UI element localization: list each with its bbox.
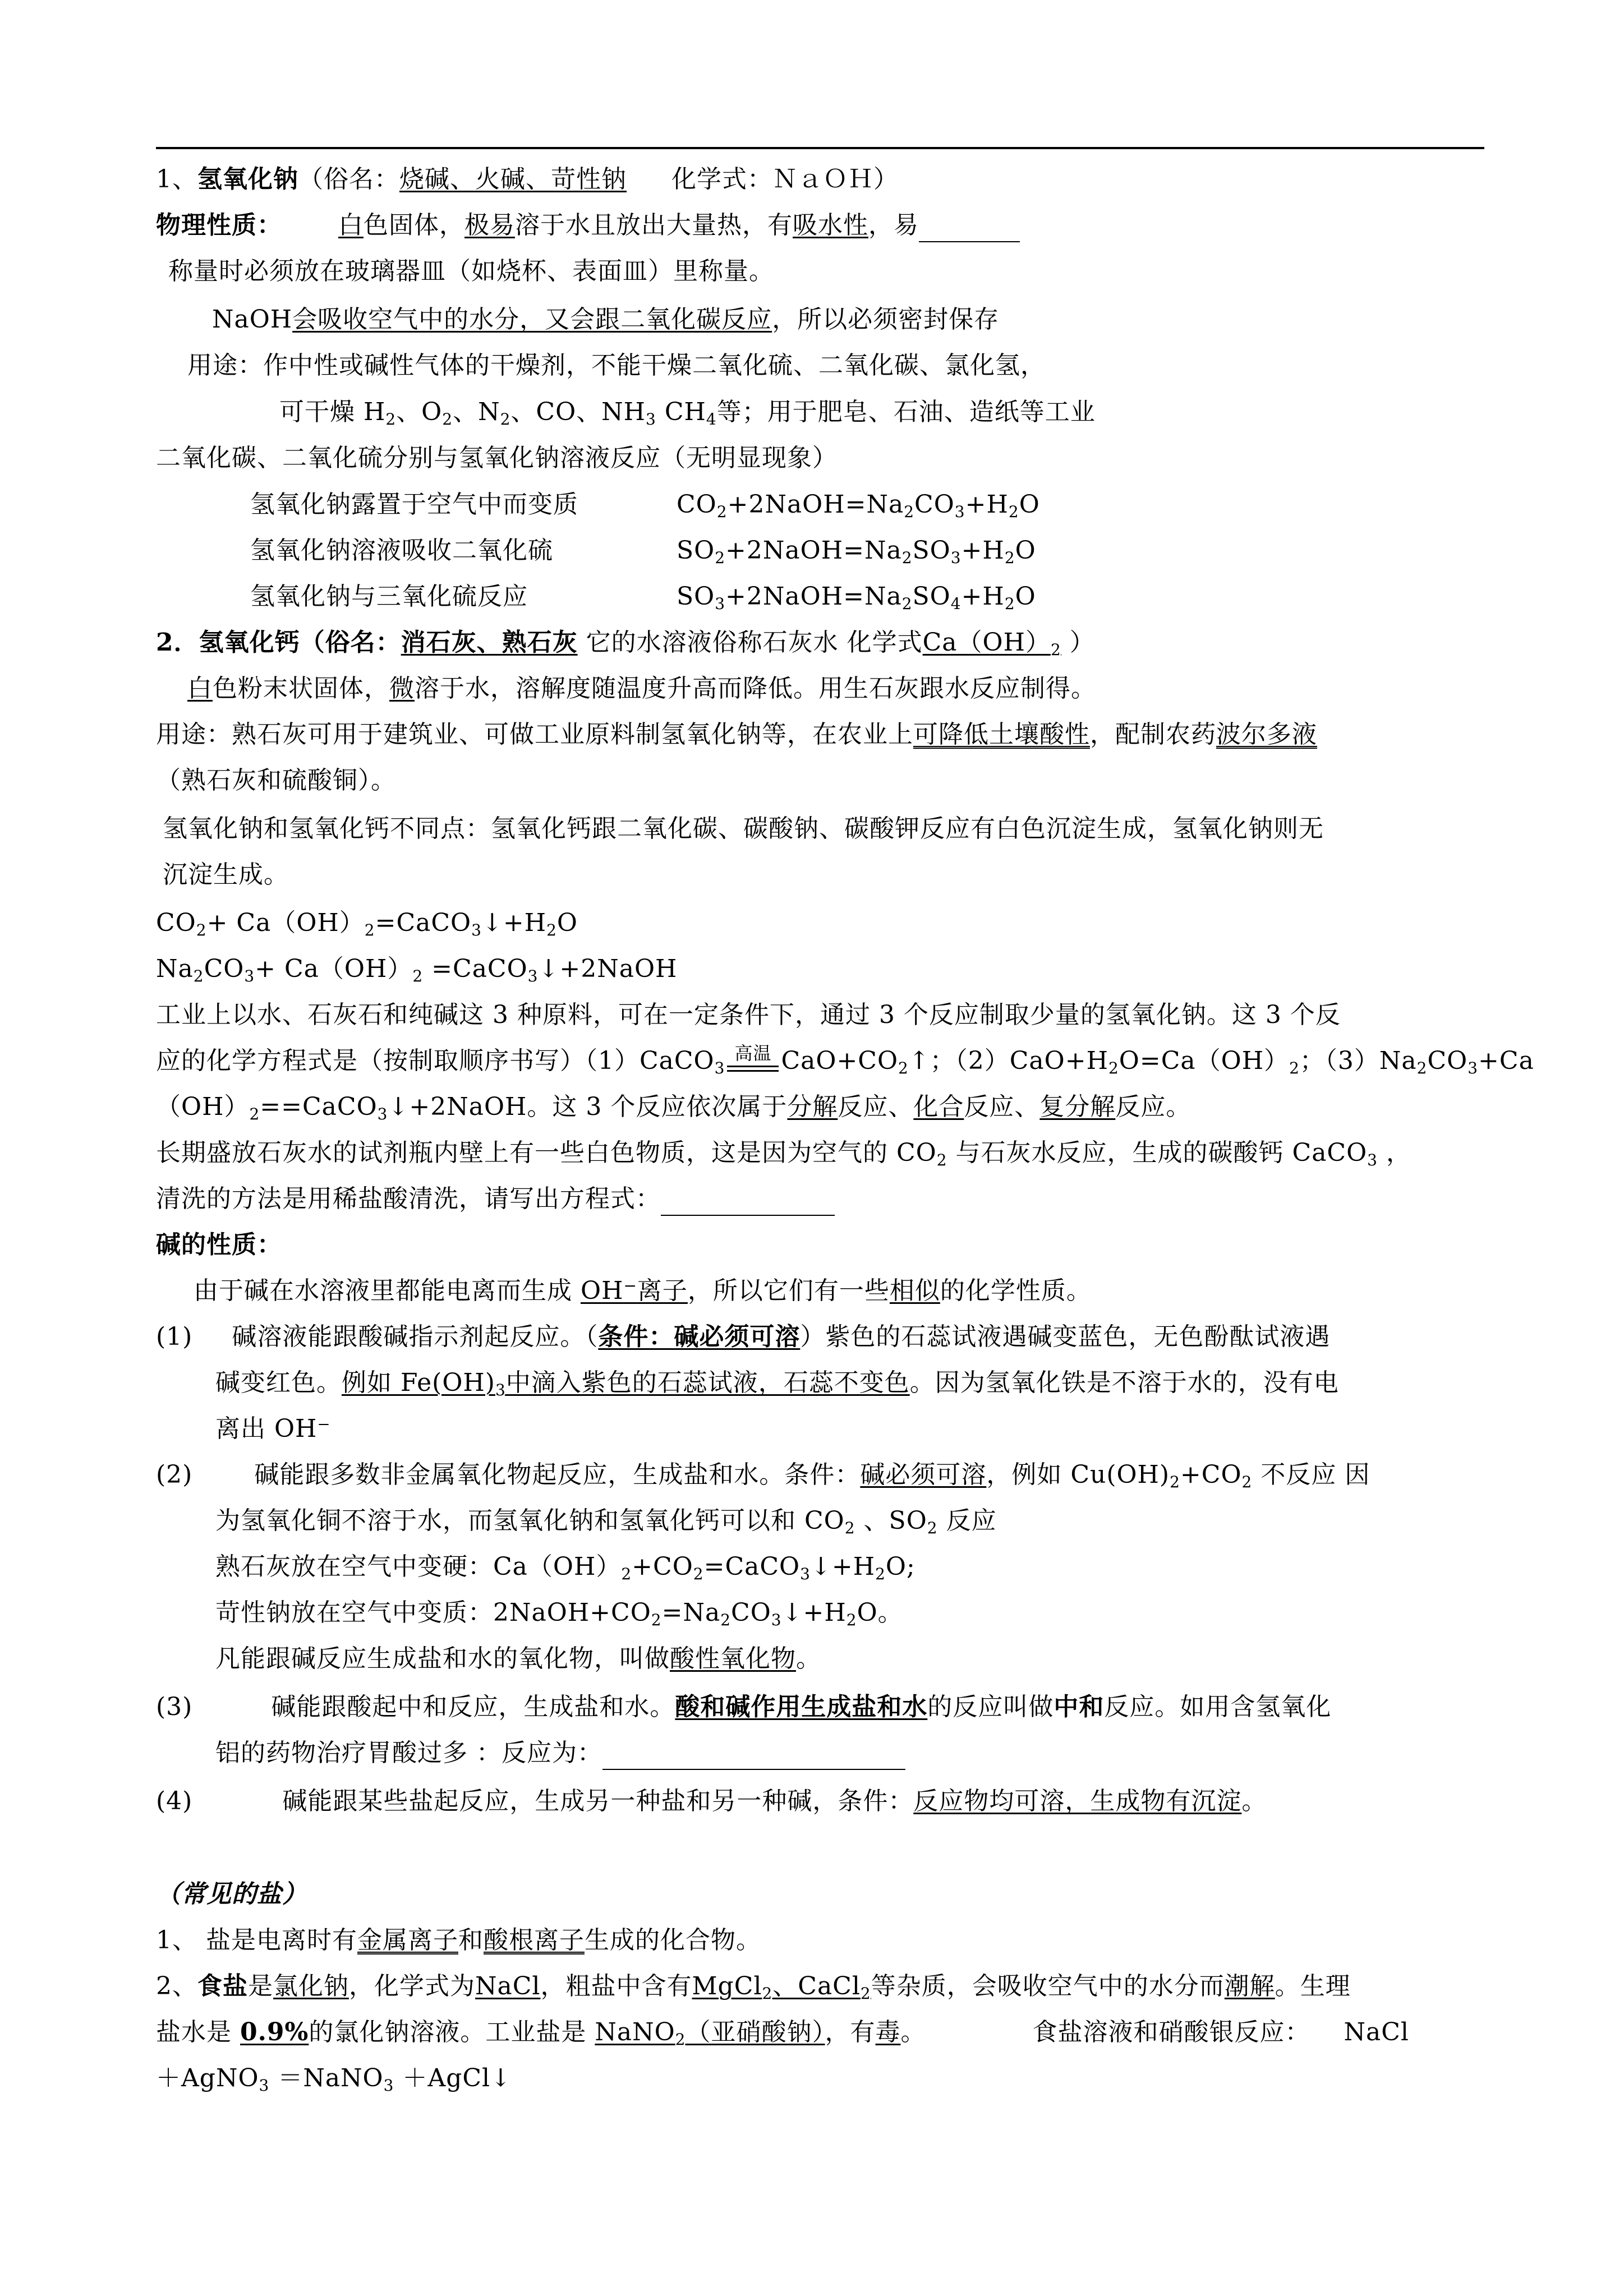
caoh2-heading: 2．氢氧化钙（俗名：消石灰、熟石灰 它的水溶液俗称石灰水 化学式$Ca(OH)_2$ ）: [156, 628, 1095, 659]
property-2-definition: 凡能跟碱反应生成盐和水的氧化物，叫做酸性氧化物。: [215, 1644, 821, 1673]
property-2: (2) 碱能跟多数非金属氧化物起反应，生成盐和水。条件：碱必须可溶，例如 $Cu(OH)_2+CO_2$ 不反应 因: [156, 1460, 1370, 1491]
property-4: (4) 碱能跟某些盐起反应，生成另一种盐和另一种碱，条件：反应物均可溶，生成物有沉淀。: [156, 1787, 1267, 1815]
answer-blank[interactable]: [919, 219, 1020, 242]
property-2-example: 苛性钠放在空气中变质：$2NaOH+CO_2=Na_2CO_3↓+H_2O$。: [215, 1598, 903, 1629]
difference-line: 氢氧化钠和氢氧化钙不同点：氢氧化钙跟二氧化碳、碳酸钠、碳酸钾反应有白色沉淀生成，氢氧化钠则无: [163, 814, 1324, 843]
silver-nitrate-equation: ＋AgNO$_3$ ＝NaNO$_3$ ＋AgCl↓: [156, 2064, 512, 2095]
base-intro: 由于碱在水溶液里都能电离而生成 OH−离子，所以它们有一些相似的化学性质。: [194, 1276, 1092, 1305]
limewater-line: 长期盛放石灰水的试剂瓶内壁上有一些白色物质，这是因为空气的 $CO_2$ 与石灰水反应，生成的碳酸钙 CaCO$_3$ ，: [156, 1138, 1411, 1169]
section-title: 碱的性质：: [156, 1230, 282, 1259]
table-salt: 2、食盐是氯化钠，化学式为NaCl，粗盐中含有MgCl$_2$、CaCl$_2$等杂质，会吸收空气中的水分而潮解。生理: [156, 1972, 1351, 2003]
cleaning-line: 清洗的方法是用稀盐酸清洗，请写出方程式：: [156, 1182, 835, 1216]
answer-blank[interactable]: [661, 1192, 835, 1216]
industrial-equations: 应的化学方程式是（按制取顺序书写）（1）CaCO$_3$ 高温 $CaO+CO_2↑$；$(2)CaO+H_2O=Ca(OH)_2$；$(3)Na_2CO_3+Ca$: [156, 1043, 1534, 1077]
caoh2-usage: 用途：熟石灰可用于建筑业、可做工业原料制氢氧化钠等，在农业上可降低土壤酸性，配制农药波尔多液: [156, 720, 1317, 749]
caoh2-properties: 白色粉末状固体，微溶于水，溶解度随温度升高而降低。用生石灰跟水反应制得。: [187, 674, 1096, 703]
salt-definition: 1、 盐是电离时有金属离子和酸根离子生成的化合物。: [156, 1926, 761, 1954]
property-1-cont: 碱变红色。例如 $Fe(OH)_3$中滴入紫色的石蕊试液，石蕊不变色。因为氢氧化铁是不溶于水的，没有电: [215, 1368, 1339, 1399]
industrial-line: 工业上以水、石灰石和纯碱这 3 种原料，可在一定条件下，通过 3 个反应制取少量的氢氧化钠。这 3 个反: [156, 1001, 1341, 1029]
naoh-heading: 1、氢氧化钠（俗名：烧碱、火碱、苛性钠 化学式：ＮａＯＨ）: [156, 165, 899, 193]
usage-line: 用途：作中性或碱性气体的干燥剂，不能干燥二氧化硫、二氧化碳、氯化氢，: [187, 351, 1046, 380]
caoh2-usage-cont: （熟石灰和硫酸铜）。: [156, 766, 396, 795]
physical-properties: 物理性质： 白色固体，极易溶于水且放出大量热，有吸水性，易: [156, 209, 1020, 242]
table-salt-cont: 盐水是 0.9%的氯化钠溶液。工业盐是 NaNO$_2$（亚硝酸钠），有毒。 食盐溶液和硝酸银反应： NaCl: [156, 2018, 1409, 2049]
weighing-note: 称量时必须放在玻璃器皿（如烧杯、表面皿）里称量。: [168, 257, 774, 285]
property-1: (1) 碱溶液能跟酸碱指示剂起反应。（条件：碱必须可溶）紫色的石蕊试液遇碱变蓝色，无色酚酞试液遇: [156, 1322, 1331, 1351]
answer-blank[interactable]: [602, 1746, 905, 1770]
property-3-cont: 铝的药物治疗胃酸过多 ：反应为：: [215, 1736, 905, 1770]
equation: $CO_2+$ $Ca(OH)_2=CaCO_3↓+H_2O$: [156, 909, 578, 939]
reaction-row: 氢氧化钠露置于空气中而变质 $CO_2+2NaOH=Na_2CO_3+H_2O$: [250, 490, 1040, 521]
reaction-intro: 二氧化碳、二氧化硫分别与氢氧化钠溶液反应（无明显现象）: [156, 444, 838, 472]
property-2-cont: 为氢氧化铜不溶于水，而氢氧化钠和氢氧化钙可以和 $CO_2$ 、$SO_2$ 反应: [215, 1506, 997, 1537]
reaction-row: 氢氧化钠溶液吸收二氧化硫 $SO_2+2NaOH=Na_2SO_3+H_2O$: [250, 536, 1036, 567]
property-1-cont: 离出 OH⁻: [215, 1414, 331, 1443]
storage-note: NaOH会吸收空气中的水分，又会跟二氧化碳反应，所以必须密封保存: [212, 305, 1000, 334]
section-title-salts: （常见的盐）: [156, 1880, 307, 1908]
property-2-example: 熟石灰放在空气中变硬：$Ca(OH)_2+CO_2=CaCO_3↓+H_2O$;: [215, 1552, 915, 1583]
reaction-row: 氢氧化钠与三氧化硫反应 $SO_3+2NaOH=Na_2SO_4+H_2O$: [250, 582, 1036, 613]
top-rule: [156, 147, 1484, 149]
high-temperature-condition: 高温: [725, 1044, 781, 1078]
difference-line-cont: 沉淀生成。: [163, 860, 289, 889]
equation: $Na_2CO_3+ Ca(OH)_2$ =CaCO$_3$↓+2NaOH: [156, 955, 678, 985]
property-3: (3) 碱能跟酸起中和反应，生成盐和水。酸和碱作用生成盐和水的反应叫做中和反应。如用含氢氧化: [156, 1693, 1332, 1721]
dryable-gases: 可干燥 $H_2$、$O_2$、$N_2$、CO、$NH_3$ $CH_4$等；用于肥皂、石油、造纸等工业: [279, 398, 1096, 428]
industrial-equations-cont: $(OH)_2==CaCO_3↓+2NaOH$。这 3 个反应依次属于分解反应、化合反应、复分解反应。: [156, 1092, 1191, 1123]
